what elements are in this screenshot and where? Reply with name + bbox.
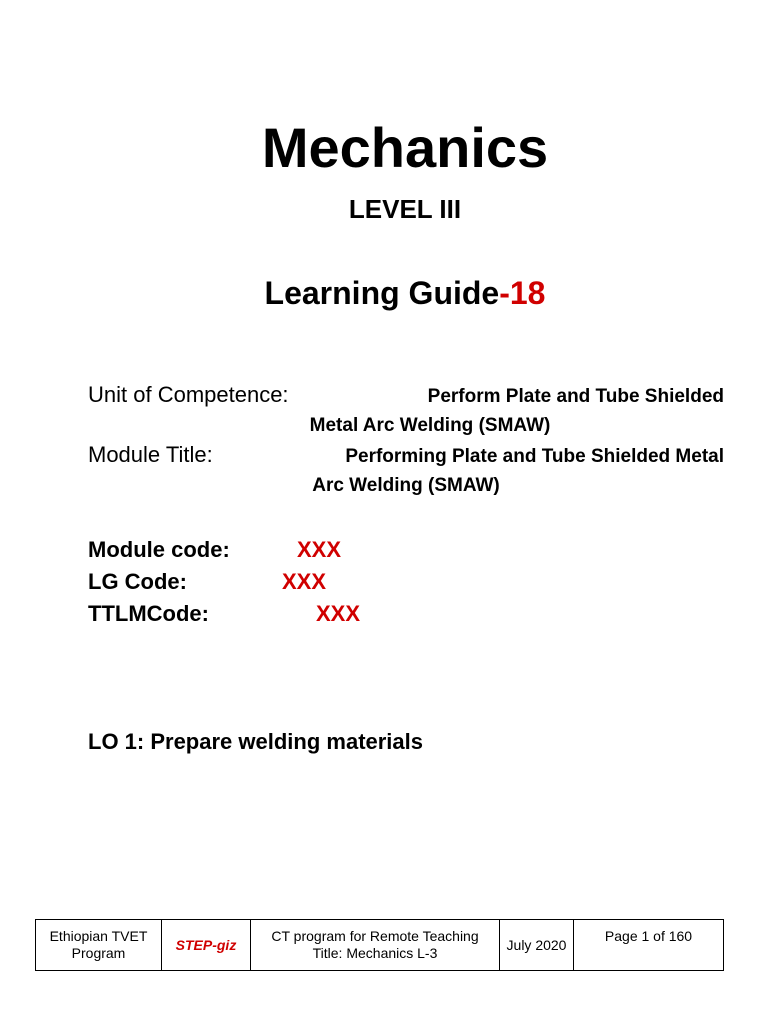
learning-guide-number: -18 — [499, 275, 546, 311]
lg-code-row — [88, 566, 327, 598]
document-title: Mechanics — [261, 116, 549, 179]
footer-program — [251, 920, 500, 971]
footer-program-line1: CT program for Remote Teaching — [271, 928, 479, 944]
lg-code-label: LG Code: — [88, 569, 187, 594]
unit-of-competence-value-line2: Metal Arc Welding (SMAW) — [309, 415, 551, 436]
module-code-label: Module code: — [88, 537, 230, 562]
footer-page-number: Page 1 of 160 — [574, 920, 724, 971]
unit-of-competence-label: Unit of Competence: — [88, 382, 289, 407]
unit-of-competence-value-line1: Perform Plate and Tube Shielded — [427, 386, 724, 407]
learning-guide-heading — [0, 272, 768, 314]
ttlm-code-row — [88, 598, 361, 630]
module-title-value-line1: Performing Plate and Tube Shielded Metal — [345, 446, 724, 467]
module-code-row — [88, 534, 342, 566]
ttlm-code-label: TTLMCode: — [88, 601, 209, 626]
lg-code-value: XXX — [282, 569, 327, 594]
page-footer — [35, 919, 724, 971]
ttlm-code-value: XXX — [316, 601, 361, 626]
module-title-value-line2: Arc Welding (SMAW) — [312, 475, 500, 496]
footer-program-line2: Title: Mechanics L-3 — [312, 945, 438, 961]
footer-partner: STEP-giz — [162, 920, 251, 971]
footer-date: July 2020 — [500, 920, 574, 971]
learning-outcome: LO 1: Prepare welding materials — [88, 729, 424, 754]
module-code-value: XXX — [297, 537, 342, 562]
codes-list — [88, 534, 361, 630]
level-heading: LEVEL III — [348, 194, 462, 224]
module-title — [88, 440, 724, 500]
module-title-label: Module Title: — [88, 442, 213, 467]
learning-guide-prefix: Learning Guide — [264, 275, 500, 311]
unit-of-competence — [88, 380, 724, 440]
footer-org: Ethiopian TVET Program — [36, 920, 162, 971]
